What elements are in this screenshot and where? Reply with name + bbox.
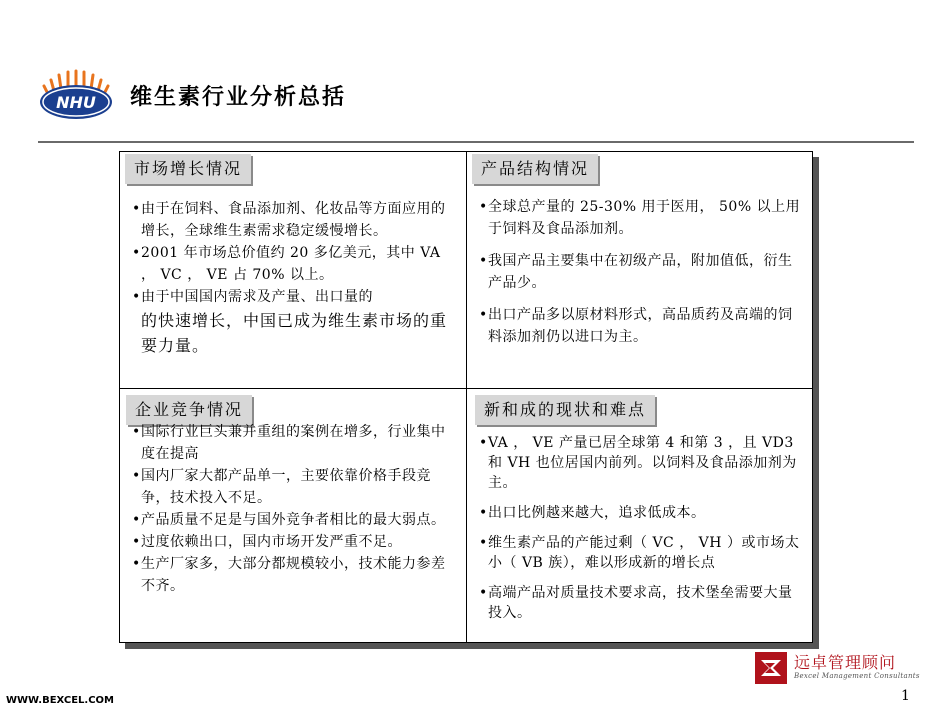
list-item: • 出口比例越来越大，追求低成本。 — [479, 503, 804, 523]
nhu-status-panel — [467, 389, 812, 642]
brand-name: 远卓管理顾问 — [794, 653, 897, 672]
product-structure-title: 产品结构情况 — [472, 154, 598, 184]
list-item: • 生产厂家多，大部分都规模较小，技术能力参差不齐。 — [132, 553, 458, 597]
competition-panel — [120, 389, 467, 642]
list-item: • 产品质量不足是与国外竞争者相比的最大弱点。 — [132, 509, 458, 531]
competition-title: 企业竞争情况 — [126, 395, 252, 425]
list-item: • 由于在饲料、食品添加剂、化妆品等方面应用的增长，全球维生素需求稳定缓慢增长。 — [132, 198, 458, 242]
nhu-status-list — [479, 433, 804, 633]
market-growth-panel — [120, 152, 467, 389]
market-growth-list — [132, 198, 458, 358]
nhu-logo — [38, 64, 114, 122]
brand-subtitle: Bexcel Management Consultants — [794, 672, 920, 680]
bexcel-logo-icon — [754, 651, 788, 685]
footer-url[interactable]: WWW.BEXCEL.COM — [6, 695, 115, 706]
list-item: • 我国产品主要集中在初级产品，附加值低，衍生产品少。 — [479, 250, 804, 294]
list-item: • 出口产品多以原材料形式，高品质药及高端的饲料添加剂仍以进口为主。 — [479, 304, 804, 348]
logo-text: NHU — [56, 93, 96, 112]
nhu-status-title: 新和成的现状和难点 — [475, 395, 655, 425]
list-item: • 由于中国国内需求及产量、出口量的 — [132, 286, 458, 308]
competition-list — [132, 421, 458, 597]
list-item: • 过度依赖出口，国内市场开发严重不足。 — [132, 531, 458, 553]
list-item-emphasis: 的快速增长，中国已成为维生素市场的重要力量。 — [141, 311, 448, 355]
list-item: • 全球总产量的 25-30% 用于医用， 50% 以上用于饲料及食品添加剂。 — [479, 196, 804, 240]
title-divider — [38, 141, 914, 143]
page-title: 维生素行业分析总括 — [130, 85, 347, 110]
market-growth-title: 市场增长情况 — [125, 154, 251, 184]
product-structure-panel — [467, 152, 812, 389]
list-item: • VA ， VE 产量已居全球第 4 和第 3 ，且 VD3 和 VH 也位居国内前列。以饲料及食品添加剂为主。 — [479, 433, 804, 493]
summary-grid — [119, 151, 813, 643]
list-item: • 国内厂家大都产品单一，主要依靠价格手段竞争，技术投入不足。 — [132, 465, 458, 509]
list-item: • 维生素产品的产能过剩（ VC ， VH ）或市场太小（ VB 族），难以形成新的增长点 — [479, 533, 804, 573]
product-structure-list — [479, 196, 804, 358]
list-item: • 2001 年市场总价值约 20 多亿美元，其中 VA ， VC ， VE 占 70% 以上。 — [132, 242, 458, 286]
list-item: • 高端产品对质量技术要求高，技术堡垒需要大量投入。 — [479, 583, 804, 623]
page-number: 1 — [901, 688, 910, 704]
bexcel-brand — [754, 650, 920, 686]
list-item: • 国际行业巨头兼并重组的案例在增多，行业集中度在提高 — [132, 421, 458, 465]
